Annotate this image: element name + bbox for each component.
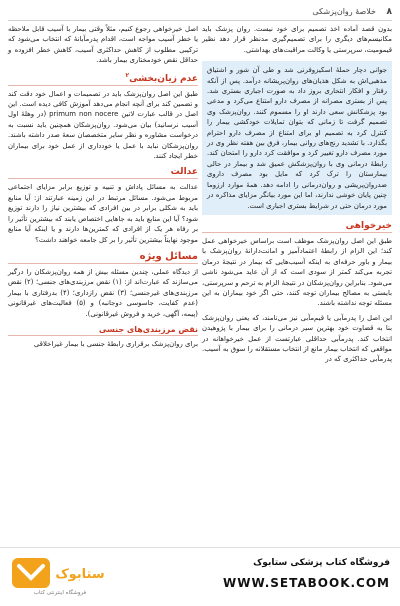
paragraph: از دیدگاه عملی، چندین مسئله بیش از همه روان‌پزشکان را درگیر می‌سازند که عبارت‌اند از: (۱) نقض مرزبندی‌های جنسی؛ (۲) نقض مرزبندی‌های غیرجنسی؛ (۳) نقض رازداری؛ (۴) بدرفتاری با بیمار (عدم کفایت، جاسوسی دوجانبه) و (۵) فعالیت‌های غیرقانونی (پیمه، آگهی، خرید و فروش غیرقانونی). — [8, 267, 198, 318]
website-url: WWW.SETABOOK.COM — [222, 576, 390, 590]
footnote-marker: ۲ — [125, 71, 130, 79]
subsection-heading-sexual-boundaries: نقض مرزبندی‌های جنسی — [8, 325, 198, 336]
paragraph: طبق این اصل روان‌پزشک موظف است براساس خیرخواهی عمل کند؛ این الزام از رابطهٔ اعتمادآمیز و امانت‌دارانهٔ روان‌پزشک با بیمار و باور حرفه‌ای به اینکه آسیب‌هایی که بیمار در نتیجهٔ درمان تجربه می‌کند کمتر از سودی است که از آن عاید می‌شود ناشی می‌شود. بنابراین روان‌پزشکان در نتیجهٔ الزام به ترحم و سرپرستی، بایستی به مصالح بیماران توجه کنند، حتی اگر خود بیماران به این مسئله توجه نداشته باشند. — [202, 236, 392, 308]
case-box-text: جوانی دچار حملهٔ اسکیزوفرنی شد و طی آن شور و اشتیاق مذهبی‌اش به شکل هذیان‌های روان‌پریشانه درآمد. پس از آنکه رفتار و افکار انتحاری بروز داد به صورت اجباری بستری شد. پس از بستری مصرانه از مصرف دارو امتناع می‌کرد و مدعی بود پزشکانش سعی دارند او را مسموم کنند. روان‌پزشک وی تصمیم گرفت تا زمانی که بتوان تمایلات خودکشی بیمار را کنترل کرد به تصمیم او برای امتناع از مصرف دارو احترام بگذارد. با تشدید رنج‌های روانی بیمار، فرق بین هفته نظر وی در مورد مصرف دارو تغییر کرد و موافقت کرد دارو را امتحان کند. رابطهٔ درمانی وی با روان‌پزشکش عمیق شد و بیمار در حالی بیمارستان را ترک کرد که مایل بود مصرف داروی ضدروان‌پریشی و روان‌درمانی را ادامه دهد. همهٔ موارد ارزوما چنین پایان خوشی ندارند، اما این مورد بیانگر مزایای مذاکره در مورد درمان حتی در شرایط بستری اجباری است. — [207, 66, 387, 210]
paragraph: عدالت به مسائل پاداش و تنبیه و توزیع برابر مزایای اجتماعی مربوط می‌شود. مسائل مرتبط در این زمینه عبارتند از: آیا منابع باید به شکلی برابر در بین افرادی که بیشترین نیاز را دارند توزیع شود؟ آیا این منابع باید به جاهایی اختصاص یابند که بیشترین تأثیر را بر رفاه هر یک از افرادی که کمترین‌ها دارند و یا اینکه آیا منابع موجود نهایتاً بیشترین تأثیر را بر کل جامعه خواهند داشت؟ — [8, 183, 198, 244]
page-header — [8, 6, 392, 21]
paragraph: اصل خیرخواهی رجوع کنیم، مثلاً وقتی بیمار با آسیب قابل ملاحظه یا خطر آسیب مواجه است، اقدام پدرمآبانهٔ که انتخاب می‌شود که ترکیبی مطلوب از کاهش حداکثری آسیب، کاهش خطر افزوده و حداقل نقض خودمختاری بیمار باشد. — [8, 25, 198, 65]
right-column — [202, 24, 392, 369]
shop-name: فروشگاه کتاب پزشکی ستابوک — [253, 558, 390, 568]
setabook-logo — [10, 554, 110, 598]
section-heading-beneficence: خیرخواهی — [202, 221, 392, 233]
section-heading-justice: عدالت — [8, 167, 198, 179]
logo-wordmark: ستابوک — [55, 567, 105, 582]
footer-banner — [0, 547, 400, 606]
logo-icon — [10, 554, 110, 598]
section-heading-special-issues: مسائل ویژه — [8, 251, 198, 264]
paragraph: طبق این اصل روان‌پزشک باید در تصمیمات و اعمال خود دقت کند و تضمین کند برای آنچه انجام می‌دهد آموزش کافی دیده است. این اصل در قالب عبارت لاتین primum non nocere (در وهلهٔ اول آسیب نرسانید) بیان می‌شود. روان‌پزشکان همچنین باید نسبت به درخواست مشاوره و نظر سایر متخصصان سعهٔ صدر داشته باشند. روان‌پزشکان نباید با عمل یا خودداری از عمل خود برای بیماران خطر ایجاد کنند. — [8, 89, 198, 161]
paragraph: برای روان‌پزشک برقراری رابطهٔ جنسی با بیمار غیراخلاقی — [33, 339, 198, 348]
paragraph: بدون قصد آماده اخذ تصمیم برای خود نیست. روان پزشک باید مکانیسم‌های دیگری را برای تصمیم‌گیری مدنظر قرار دهد نظیر قیمومیت، سرپرستی یا وکالت مراقبت‌های بهداشتی. — [202, 25, 392, 54]
section-heading-nonmaleficence — [8, 72, 198, 86]
left-column — [8, 24, 198, 353]
heading-text: عدم زیان‌بخشی — [129, 73, 198, 84]
paragraph: این اصل را پدرمآبی یا قیم‌مآبی نیز می‌نامند، که یعنی روان‌پزشک بنا به قضاوت خود بهترین سیر درمانی را برای بیمار با پژوهیدن انتخاب کند. پدرمآبی حداقلی عبارتست از عمل خیرخواهانه در مواقعی که انتخاب بیمار مانع از انتخاب مستقلانه را سوق به آسیب. پدرمآبی حداکثری که در — [202, 313, 392, 364]
page-number: ۸ — [386, 7, 392, 17]
case-box — [202, 61, 392, 215]
running-title: خلاصهٔ روان‌پزشکی — [312, 7, 376, 16]
logo-caption: فروشگاه اینترنتی کتاب — [33, 590, 87, 596]
